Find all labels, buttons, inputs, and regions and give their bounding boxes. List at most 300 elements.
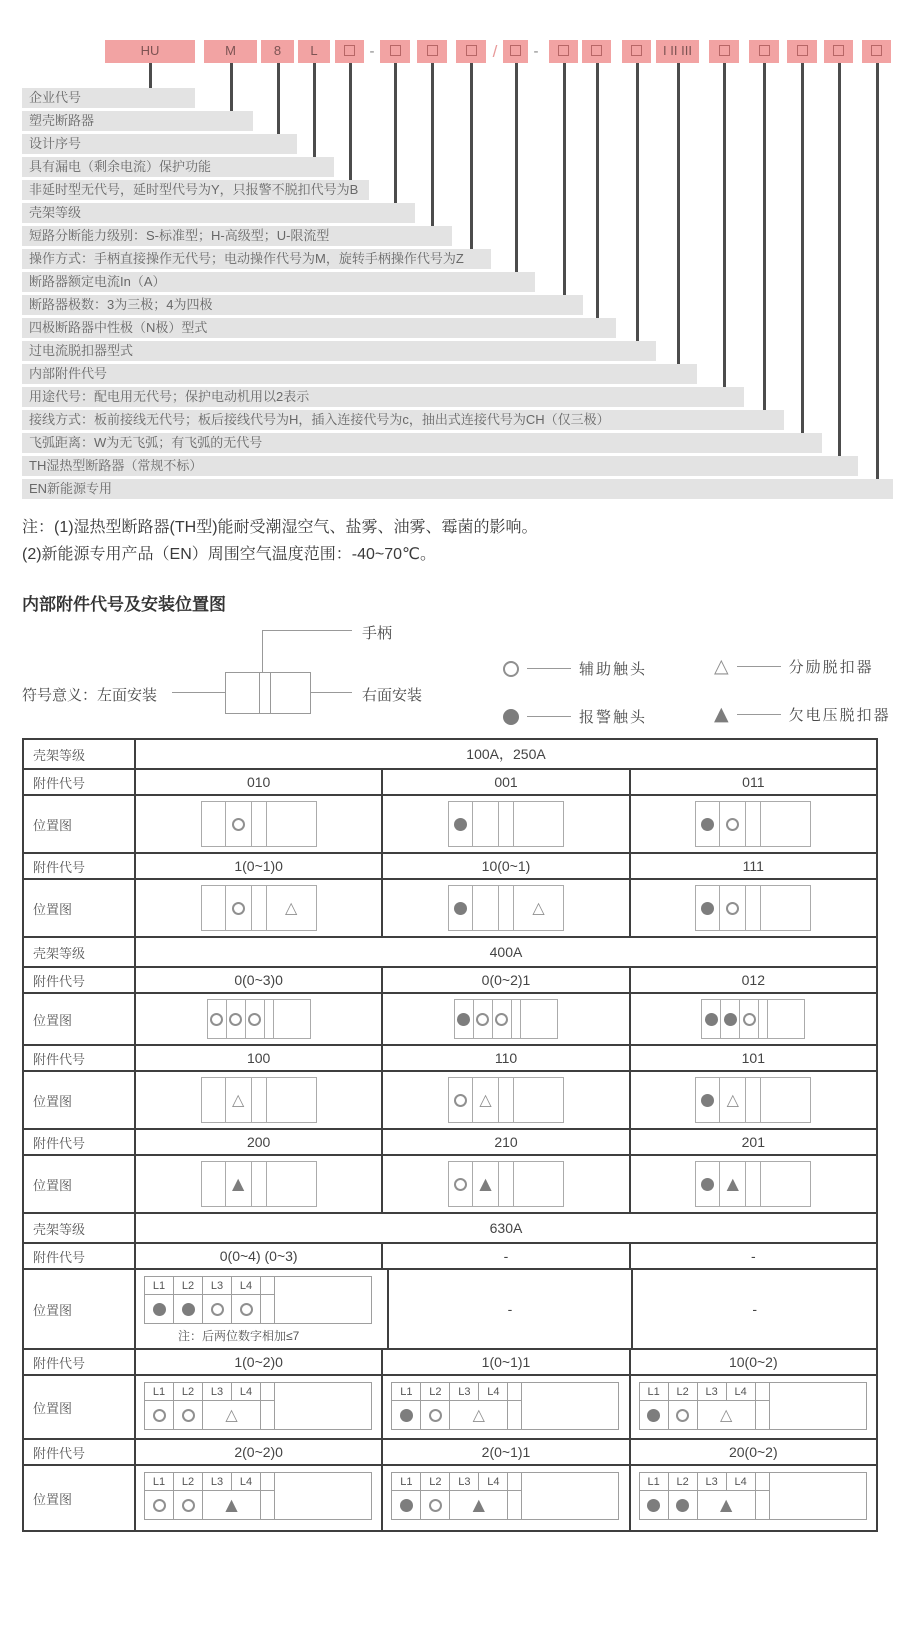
leader-line [723,63,726,387]
accessory-code-value: 0(0~2)1 [383,968,630,992]
model-code-segment-label: 用途代号：配电用无代号；保护电动机用以2表示 [22,387,744,407]
position-diagram-l-table [639,1472,867,1520]
l-table-note: 注：后两位数字相加≤7 [178,1329,300,1343]
right-mount-label: 右面安装 [362,687,423,704]
diagram-wide-slot [275,1473,371,1519]
diagram-slot [473,802,499,846]
table-row [24,880,876,938]
position-map-cell [631,994,876,1044]
legend-left-line [172,692,225,693]
placeholder-square-icon [759,45,770,56]
diagram-slot [145,1491,174,1519]
leader-line [515,63,518,272]
pole-header-cell: L4 [479,1473,508,1491]
diagram-slot [740,1000,759,1038]
shunt-release-symbol: △ [285,898,298,917]
accessory-code-label: 附件代号 [24,1046,136,1070]
position-diagram-l-table [144,1472,372,1520]
model-code-segment-label: 壳架等级 [22,203,415,223]
alarm-contact-symbol [647,1409,660,1422]
pole-header-cell: L1 [640,1383,669,1401]
l-table-header-row [640,1473,770,1491]
pole-header-cell: L3 [203,1277,232,1295]
accessory-code-value: 210 [383,1130,630,1154]
model-code-segment-label: 设计序号 [22,134,297,154]
leader-line [431,63,434,226]
model-code-token: I II III [656,40,699,63]
model-code-token [862,40,891,63]
l-table-header-row [145,1473,275,1491]
table-row [24,1046,876,1072]
model-code-segment-label: 操作方式：手柄直接操作无代号；电动操作代号为M，旋转手柄操作代号为Z [22,249,491,269]
accessory-code-value: 1(0~1)1 [383,1350,630,1374]
pole-header-cell: L4 [232,1277,261,1295]
alarm-contact-symbol [454,818,467,831]
position-map-cell [383,1376,630,1438]
l-table-body-row [392,1401,522,1429]
position-map-label: 位置图 [24,1466,136,1530]
diagram-slot [392,1401,421,1429]
position-diagram-l-table [391,1382,619,1430]
diagram-slot [761,1078,810,1122]
leader-line [876,63,879,479]
model-code-token: 8 [261,40,294,63]
undervoltage-release-symbol: ▲ [472,1495,485,1514]
model-code-segment-label: 内部附件代号 [22,364,697,384]
diagram-wide-slot [770,1383,866,1429]
accessory-code-value: 110 [383,1046,630,1070]
diagram-slot [759,1000,768,1038]
leader-line [596,63,599,318]
position-diagram [448,1077,564,1123]
shunt-release-symbol: △ [532,898,545,917]
position-diagram [695,1077,811,1123]
undervoltage-release-symbol: ▲ [720,1495,733,1514]
diagram-slot [514,1162,563,1206]
position-map-cell [136,796,383,852]
accessory-code-label: 附件代号 [24,1130,136,1154]
position-map-cell [136,1466,383,1530]
model-code-segment-label: 接线方式：板前接线无代号；板后接线代号为H，插入连接代号为c，抽出式连接代号为CH（仅三极） [22,410,784,430]
diagram-slot [756,1401,770,1429]
position-diagram [448,885,564,931]
l-table-grid [640,1473,770,1519]
aux-contact-symbol [232,902,245,915]
handle-pointer-hline [262,630,352,631]
diagram-slot [720,1162,746,1206]
diagram-slot-merged [698,1491,756,1519]
alarm-contact-symbol [724,1013,737,1026]
diagram-slot-merged [450,1401,508,1429]
leader-line [838,63,841,456]
diagram-slot [232,1295,261,1323]
legend-meaning-label: 符号意义：左面安装 [22,687,158,704]
model-code-token [749,40,779,63]
placeholder-square-icon [390,45,401,56]
position-map-cell [631,880,876,936]
aux-contact-symbol [676,1409,689,1422]
diagram-slot [267,802,316,846]
leader-line [349,63,352,180]
model-code-segment-label: TH湿热型断路器（常规不标） [22,456,858,476]
l-table-body-row [145,1401,275,1429]
leader-line [230,63,233,111]
model-code-segment-label: 断路器额定电流In（A） [22,272,535,292]
model-code-segment-label: 具有漏电（剩余电流）保护功能 [22,157,334,177]
pole-header-cell: L2 [174,1277,203,1295]
diagram-slot [721,1000,740,1038]
diagram-slot [514,802,563,846]
table-row [24,1244,876,1270]
pole-header-cell [261,1383,275,1401]
aux-contact-symbol [182,1499,195,1512]
pole-header-cell: L3 [450,1383,479,1401]
diagram-slot [449,802,473,846]
aux-contact-symbol [211,1303,224,1316]
position-map-label: 位置图 [24,1072,136,1128]
accessory-code-value: 20(0~2) [728,1444,778,1460]
pole-header-cell: L3 [698,1473,727,1491]
diagram-slot [392,1491,421,1519]
position-map-cell [136,1376,383,1438]
placeholder-square-icon [510,45,521,56]
model-code-token [622,40,651,63]
diagram-slot [746,1078,761,1122]
pole-header-cell: L4 [727,1383,756,1401]
placeholder-square-icon [833,45,844,56]
position-diagram-l-table [391,1472,619,1520]
empty-cell: - [389,1270,634,1348]
frame-grade-value: 100A，250A [466,746,546,762]
diagram-slot [696,1078,720,1122]
pole-header-cell [261,1473,275,1491]
diagram-slot [696,886,720,930]
table-row [24,1072,876,1130]
legend-item-label: 欠电压脱扣器 [788,707,891,724]
model-code-token [417,40,447,63]
accessory-code-value: 101 [741,1050,765,1066]
pole-header-cell: L1 [392,1383,421,1401]
table-row [24,770,876,796]
position-map-cell [383,796,630,852]
code-separator-dash: - [369,43,375,60]
legend-item-label: 分励脱扣器 [788,659,874,676]
diagram-slot [474,1000,493,1038]
pole-header-cell: L2 [421,1473,450,1491]
position-diagram-l-table [144,1276,372,1324]
diagram-slot-merged [450,1491,508,1519]
alarm-contact-symbol [400,1409,413,1422]
diagram-slot [174,1295,203,1323]
placeholder-square-icon [591,45,602,56]
l-table-grid [392,1473,522,1519]
aux-contact-symbol [454,1094,467,1107]
aux-contact-icon [503,661,519,677]
position-map-cell [383,994,630,1044]
alarm-contact-symbol [457,1013,470,1026]
legend-item-alarm [503,706,647,727]
diagram-slot [746,802,761,846]
position-map-cell [383,1072,630,1128]
alarm-contact-symbol [647,1499,660,1512]
position-diagram [207,999,311,1039]
diagram-slot [473,1078,499,1122]
pole-header-cell [508,1473,522,1491]
model-code-token [503,40,528,63]
diagram-slot [696,802,720,846]
pole-header-cell: L3 [450,1473,479,1491]
diagram-slot [252,1162,267,1206]
pole-header-cell [756,1473,770,1491]
diagram-slot [499,1162,514,1206]
position-map-label: 位置图 [24,796,136,852]
pole-header-cell [756,1383,770,1401]
aux-contact-symbol [240,1303,253,1316]
alarm-contact-symbol [153,1303,166,1316]
pole-header-cell: L2 [174,1473,203,1491]
table-row [24,1376,876,1440]
accessory-code-label: 附件代号 [24,1350,136,1374]
position-map-label: 位置图 [24,1156,136,1212]
l-table-grid [640,1383,770,1429]
diagram-slot [208,1000,227,1038]
empty-cell: - [752,1301,758,1317]
diagram-wide-slot [275,1383,371,1429]
frame-grade-label: 壳架等级 [24,1214,136,1242]
alarm-contact-icon [503,709,519,725]
accessory-code-value: 201 [741,1134,765,1150]
diagram-wide-slot [770,1473,866,1519]
breaker-outline-diagram [225,672,311,714]
accessory-code-value: 0(0~4) (0~3) [136,1244,383,1268]
alarm-contact-symbol [705,1013,718,1026]
alarm-contact-symbol [701,1178,714,1191]
pole-header-cell: L1 [640,1473,669,1491]
pole-header-cell: L1 [145,1473,174,1491]
aux-contact-symbol [476,1013,489,1026]
accessory-code-value: 012 [741,972,765,988]
diagram-wide-slot [522,1383,618,1429]
diagram-slot [455,1000,474,1038]
shunt-release-symbol: △ [232,1090,245,1109]
legend-item-aux [503,658,647,679]
position-map-label: 位置图 [24,1376,136,1438]
accessory-code-label: 附件代号 [24,968,136,992]
model-code-segment-label: 短路分断能力级别：S-标准型；H-高级型；U-限流型 [22,226,452,246]
position-diagram [201,801,317,847]
pole-header-cell: L1 [145,1383,174,1401]
placeholder-square-icon [427,45,438,56]
position-map-cell [136,1156,383,1212]
pole-header-cell: L1 [392,1473,421,1491]
aux-contact-symbol [726,818,739,831]
model-code-token [824,40,853,63]
breaker-divider [259,673,260,713]
aux-contact-symbol [153,1409,166,1422]
section-title: 内部附件代号及安装位置图 [22,595,226,614]
diagram-slot [261,1491,275,1519]
alarm-contact-symbol [676,1499,689,1512]
accessory-code-value: 011 [742,774,765,790]
pole-header-cell: L4 [479,1383,508,1401]
diagram-wide-slot [522,1473,618,1519]
position-diagram [201,1077,317,1123]
accessory-code-value: 10(0~1) [383,854,630,878]
placeholder-square-icon [558,45,569,56]
diagram-slot [473,886,499,930]
legend-dash [737,666,781,667]
diagram-slot [421,1491,450,1519]
diagram-slot [499,886,514,930]
diagram-slot [746,1162,761,1206]
position-map-cell [136,1270,389,1348]
undervoltage-release-symbol: ▲ [225,1495,238,1514]
table-row [24,1214,876,1244]
pole-header-cell: L4 [232,1383,261,1401]
model-code-token [335,40,364,63]
position-diagram [448,1161,564,1207]
leader-line [763,63,766,410]
accessory-code-label: 附件代号 [24,1244,136,1268]
legend-item-label: 报警触头 [579,709,648,726]
position-diagram [695,885,811,931]
placeholder-square-icon [466,45,477,56]
accessory-code-value: 2(0~1)1 [383,1440,630,1464]
model-code-token [380,40,410,63]
diagram-slot [696,1162,720,1206]
accessory-code-value: 010 [136,770,383,794]
position-diagram [201,1161,317,1207]
table-row [24,938,876,968]
diagram-slot [203,1295,232,1323]
placeholder-square-icon [719,45,730,56]
diagram-slot [226,1162,252,1206]
table-row [24,1440,876,1466]
position-map-cell [631,1376,876,1438]
table-row [24,994,876,1046]
diagram-slot [145,1295,174,1323]
shunt-release-icon: △ [714,655,729,677]
aux-contact-symbol [495,1013,508,1026]
diagram-slot [761,802,810,846]
note-line-2: (2)新能源专用产品（EN）周围空气温度范围：-40~70℃。 [22,546,437,563]
pole-header-cell: L3 [698,1383,727,1401]
alarm-contact-symbol [701,902,714,915]
diagram-slot [669,1401,698,1429]
placeholder-square-icon [344,45,355,56]
position-map-cell [631,1072,876,1128]
l-table-body-row [392,1491,522,1519]
diagram-slot [252,802,267,846]
accessory-code-value: 0(0~3)0 [136,968,383,992]
position-diagram [201,885,317,931]
model-code-segment-label: 塑壳断路器 [22,111,253,131]
l-table-header-row [145,1277,275,1295]
diagram-slot [508,1401,522,1429]
table-row [24,854,876,880]
leader-line [677,63,680,364]
diagram-slot [512,1000,521,1038]
l-table-grid [392,1383,522,1429]
aux-contact-symbol [210,1013,223,1026]
model-code-token [549,40,578,63]
diagram-slot [514,886,563,930]
frame-grade-label: 壳架等级 [24,740,136,768]
accessory-code-value: 100 [136,1046,383,1070]
alarm-contact-symbol [701,1094,714,1107]
model-code-token [709,40,739,63]
pole-header-cell: L1 [145,1277,174,1295]
leader-line [801,63,804,433]
table-row [24,968,876,994]
pole-header-cell: L3 [203,1383,232,1401]
position-map-cell [136,994,383,1044]
position-diagram [695,1161,811,1207]
diagram-slot [768,1000,804,1038]
model-code-segment-label: 非延时型无代号，延时型代号为Y，只报警不脱扣代号为B [22,180,369,200]
model-code-token: M [204,40,257,63]
diagram-slot [499,1078,514,1122]
diagram-slot [514,1078,563,1122]
undervoltage-release-symbol: ▲ [479,1174,492,1193]
leader-line [277,63,280,134]
diagram-slot [720,1078,746,1122]
pole-header-cell: L4 [232,1473,261,1491]
model-code-segment-label: 企业代号 [22,88,195,108]
l-table-body-row [640,1491,770,1519]
legend-item-label: 辅助触头 [579,661,648,678]
leader-line [563,63,566,295]
legend-dash [737,714,781,715]
diagram-slot [521,1000,557,1038]
handle-pointer-vline [262,630,263,672]
table-row [24,1466,876,1530]
l-table-grid [145,1277,275,1323]
aux-contact-symbol [182,1409,195,1422]
model-code-token [456,40,486,63]
position-diagram-l-table [639,1382,867,1430]
aux-contact-symbol [429,1499,442,1512]
leader-line [313,63,316,157]
diagram-wide-slot [275,1277,371,1323]
diagram-slot [267,886,316,930]
position-diagram-l-table [144,1382,372,1430]
l-table-header-row [145,1383,275,1401]
pole-header-cell [261,1277,275,1295]
undervoltage-release-icon: ▲ [714,703,729,725]
undervoltage-release-symbol: ▲ [232,1174,245,1193]
placeholder-square-icon [631,45,642,56]
model-code-segment-label: 四极断路器中性极（N极）型式 [22,318,616,338]
accessory-code-value: 200 [136,1130,383,1154]
diagram-slot [493,1000,512,1038]
l-table-body-row [145,1295,275,1323]
diagram-slot [246,1000,265,1038]
alarm-contact-symbol [400,1499,413,1512]
shunt-release-symbol: △ [472,1405,485,1424]
accessory-code-value: 1(0~2)0 [136,1350,383,1374]
position-map-cell [383,1466,630,1530]
accessory-code-value: - [383,1244,630,1268]
aux-contact-symbol [429,1409,442,1422]
leader-line [149,63,152,88]
accessory-code-value: - [750,1248,756,1264]
accessory-code-label: 附件代号 [24,770,136,794]
breaker-divider [270,673,271,713]
diagram-slot [720,802,746,846]
shunt-release-symbol: △ [225,1405,238,1424]
diagram-slot [202,886,226,930]
